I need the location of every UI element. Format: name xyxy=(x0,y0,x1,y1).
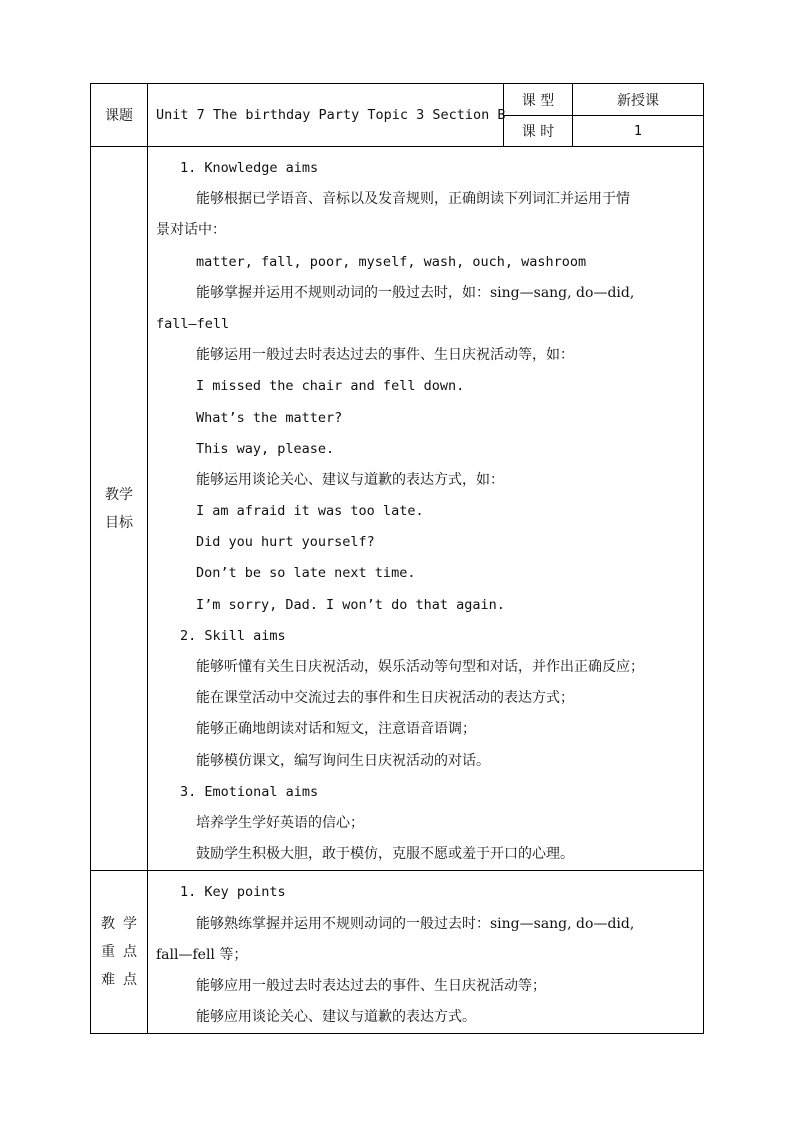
key-point-3: 能够应用谈论关心、建议与道歉的表达方式。 xyxy=(196,1009,476,1026)
skill-aim: 能够听懂有关生日庆祝活动，娱乐活动等句型和对话，并作出正确反应； xyxy=(196,659,644,675)
knowledge-words: matter, fall, poor, myself, wash, ouch, washroom xyxy=(196,253,587,270)
knowledge-aim-1b: 景对话中： xyxy=(156,222,226,239)
lesson-plan-table xyxy=(90,83,704,1034)
key-points-heading: 1. Key points xyxy=(180,884,286,901)
key-points-label-line3: 难点 xyxy=(101,972,145,989)
key-point-1b: fall—fell 等； xyxy=(156,946,248,963)
type-label: 课 型 xyxy=(504,84,573,116)
key-point-1a: 能够熟练掌握并运用不规则动词的一般过去时：sing—sang, do—did, xyxy=(196,915,635,932)
example-sentence: Don’t be so late next time. xyxy=(196,565,416,582)
period-label: 课 时 xyxy=(504,116,573,147)
aims-content xyxy=(148,147,704,871)
example-sentence: Did you hurt yourself? xyxy=(196,534,375,551)
aims-label-line2: 目标 xyxy=(105,514,133,531)
knowledge-aim-4: 能够运用谈论关心、建议与道歉的表达方式，如： xyxy=(196,471,504,488)
example-sentence: I missed the chair and fell down. xyxy=(196,378,465,395)
example-sentence: This way, please. xyxy=(196,440,335,457)
example-sentence: What’s the matter? xyxy=(196,409,343,426)
key-points-content xyxy=(148,871,704,1034)
knowledge-aim-3: 能够运用一般过去时表达过去的事件、生日庆祝活动等，如： xyxy=(196,347,574,364)
skill-aim: 能在课堂活动中交流过去的事件和生日庆祝活动的表达方式； xyxy=(196,690,574,707)
key-points-label-line2: 重点 xyxy=(101,944,145,961)
skill-aim: 能够模仿课文，编写询问生日庆祝活动的对话。 xyxy=(196,752,490,769)
knowledge-aim-2b: fall—fell xyxy=(156,315,230,332)
emotional-aim: 培养学生学好英语的信心； xyxy=(196,814,364,831)
example-sentence: I am afraid it was too late. xyxy=(196,503,424,520)
type-value: 新授课 xyxy=(573,84,704,116)
skill-aims-heading: 2. Skill aims xyxy=(180,627,286,644)
topic-label: 课题 xyxy=(91,84,148,147)
knowledge-aims-heading: 1. Knowledge aims xyxy=(180,160,319,176)
aims-label xyxy=(91,147,148,871)
period-value: 1 xyxy=(573,116,704,147)
skill-aim: 能够正确地朗读对话和短文，注意语音语调； xyxy=(196,721,476,738)
key-points-label-line1: 教学 xyxy=(101,916,145,933)
aims-label-line1: 教学 xyxy=(105,486,133,503)
emotional-aim: 鼓励学生积极大胆，敢于模仿，克服不愿或羞于开口的心理。 xyxy=(196,846,574,863)
topic-value: Unit 7 The birthday Party Topic 3 Section B xyxy=(148,84,504,147)
emotional-aims-heading: 3. Emotional aims xyxy=(180,783,319,800)
knowledge-aim-2a: 能够掌握并运用不规则动词的一般过去时，如：sing—sang, do—did, xyxy=(196,284,635,301)
key-point-2: 能够应用一般过去时表达过去的事件、生日庆祝活动等； xyxy=(196,977,546,994)
knowledge-aim-1a: 能够根据已学语音、音标以及发音规则，正确朗读下列词汇并运用于情 xyxy=(196,191,630,208)
example-sentence: I’m sorry, Dad. I won’t do that again. xyxy=(196,596,505,613)
key-points-label xyxy=(91,871,148,1034)
